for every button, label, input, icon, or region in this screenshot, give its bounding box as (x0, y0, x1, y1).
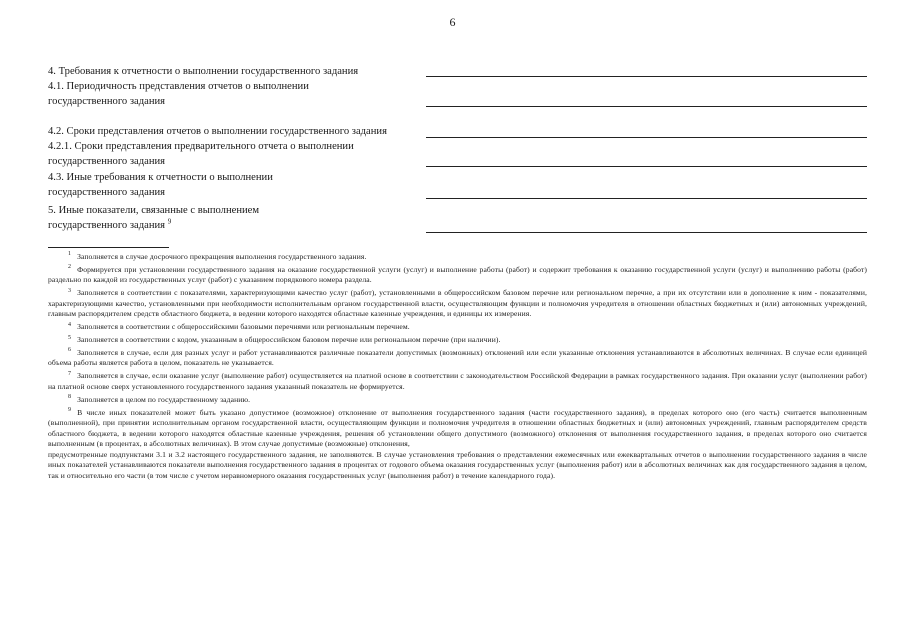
footnote-text: Формируется при установлении государственного задания на оказание государственной услуги (услуг) и выполнение работы (работ) и содержит требования к оказанию государственной услуги (услуг) и выполнению работы (работ) раздельно по каждой из государственных услуг (работ) с указанием порядкового номера раздела. (48, 264, 867, 285)
form-label-line: 4.3. Иные требования к отчетности о выполнении (48, 172, 273, 183)
footnote-number: 5 (68, 334, 72, 341)
fill-line[interactable] (426, 79, 867, 107)
fill-line[interactable] (426, 139, 867, 167)
footnote (48, 348, 867, 369)
footnote-text: Заполняется в случае, если оказание услуг (выполнение работ) осуществляется на платной основе в соответствии с законодательством Российской Федерации в рамках государственного задания. При оказании услуг (выполнении работ) на платной основе сверх установленного государственного задания указанный показатель не формируется. (48, 371, 867, 391)
form-label-line: 5. Иные показатели, связанные с выполнением (48, 205, 260, 216)
form-label-line: государственного задания (48, 156, 166, 167)
footnote-text: Заполняется в соответствии с общероссийскими базовыми перечнями или региональным перечнем. (77, 322, 410, 332)
form-label-line: 4.2. Сроки представления отчетов о выполнении государственного задания (48, 126, 387, 137)
form-label-line: 4. Требования к отчетности о выполнении государственного задания (48, 66, 359, 77)
footnote (48, 395, 867, 406)
form-label-line: государственного задания (48, 96, 166, 107)
footnote-number: 8 (68, 394, 72, 401)
footnote-number: 3 (68, 287, 72, 294)
footnote (48, 322, 867, 333)
form-label-line: государственного задания (48, 220, 166, 231)
footnote (48, 371, 867, 392)
footnote-text: Заполняется в соответствии с показателями, характеризующими качество услуг (работ), установленными в общероссийском базовом перечне или региональном перечне, а при их отсутствии или в дополнение к ним - показателями, характеризующими качество, установленными при необходимости исполнительным органом государственной власти, осуществляющим функции и полномочия учредителя в отношении областных бюджетных и (или) автономных учреждений, главным распорядителем средств областного бюджета, в ведении которого находятся областные казенные учреждения, и единицы их измерения. (48, 288, 867, 319)
footnote-number: 7 (68, 370, 72, 377)
footnote (48, 408, 867, 450)
footnote-number: 1 (68, 251, 72, 258)
footnote-text: Заполняется в соответствии с кодом, указанным в общероссийском базовом перечне или региональном перечне (при наличии). (77, 335, 501, 345)
footnote-text: В числе иных показателей может быть указано допустимое (возможное) отклонение от выполнения государственного задания (части государственного задания), в пределах которого оно (его часть) считается выполненным (выполненной), при принятии исполнительным органом государственной власти, осуществляющим функции и полномочия учредителя в отношении областных бюджетных и (или) автономных учреждений, главным распорядителем средств областного бюджета, в ведении которого находятся областные казенные учреждения, решения об установлении общего допустимого (возможного) отклонения от выполнения государственного задания, в пределах которого оно считается выполненным (в процентах, в абсолютных величинах). В этом случае допустимые (возможные) отклонения, (48, 407, 867, 449)
footnote-text: предусмотренные подпунктами 3.1 и 3.2 настоящего государственного задания, не заполняются. В случае установления требования о представлении ежемесячных или ежеквартальных отчетов о выполнении государственного задания в числе иных показателей устанавливаются показатели выполнения государственного задания в процентах от годового объема оказания государственных услуг (выполнения работ) или в абсолютных величинах как для государственного задания в целом, так и относительно его части (в том числе с учетом неравномерного оказания государственных услуг (выполнения работ) в течение календарного года). (48, 449, 867, 480)
fill-line[interactable] (426, 124, 867, 138)
fill-line[interactable] (426, 64, 867, 77)
footnote-number: 6 (68, 347, 72, 354)
footnote (48, 265, 867, 286)
footnote (48, 288, 867, 320)
footnote-text: Заполняется в целом по государственному заданию. (77, 394, 251, 404)
footnote-text: Заполняется в случае досрочного прекращения выполнения государственного задания. (77, 252, 367, 261)
form-label-line: государственного задания (48, 187, 166, 198)
form-label-line: 4.1. Периодичность представления отчетов о выполнении (48, 81, 309, 92)
footnotes (48, 252, 867, 484)
form-label-line: 4.2.1. Сроки представления предварительного отчета о выполнении (48, 141, 354, 152)
footnote (48, 335, 867, 346)
footnote-continuation (48, 450, 867, 482)
page-number: 6 (449, 15, 456, 29)
footnote-separator (48, 247, 169, 248)
footnote (48, 252, 867, 263)
footnote-number: 9 (68, 407, 72, 414)
footnote-number: 2 (68, 264, 72, 271)
fill-line[interactable] (426, 203, 867, 233)
footnote-number: 4 (68, 321, 72, 328)
fill-line[interactable] (426, 170, 867, 199)
footnote-text: Заполняется в случае, если для разных услуг и работ устанавливаются различные показатели допустимых (возможных) отклонений или если указанные отклонения устанавливаются в абсолютных величинах. В случае если единицей объема работы является работа в целом, показатель не указывается. (48, 347, 867, 368)
footnote-ref: 9 (167, 217, 172, 226)
